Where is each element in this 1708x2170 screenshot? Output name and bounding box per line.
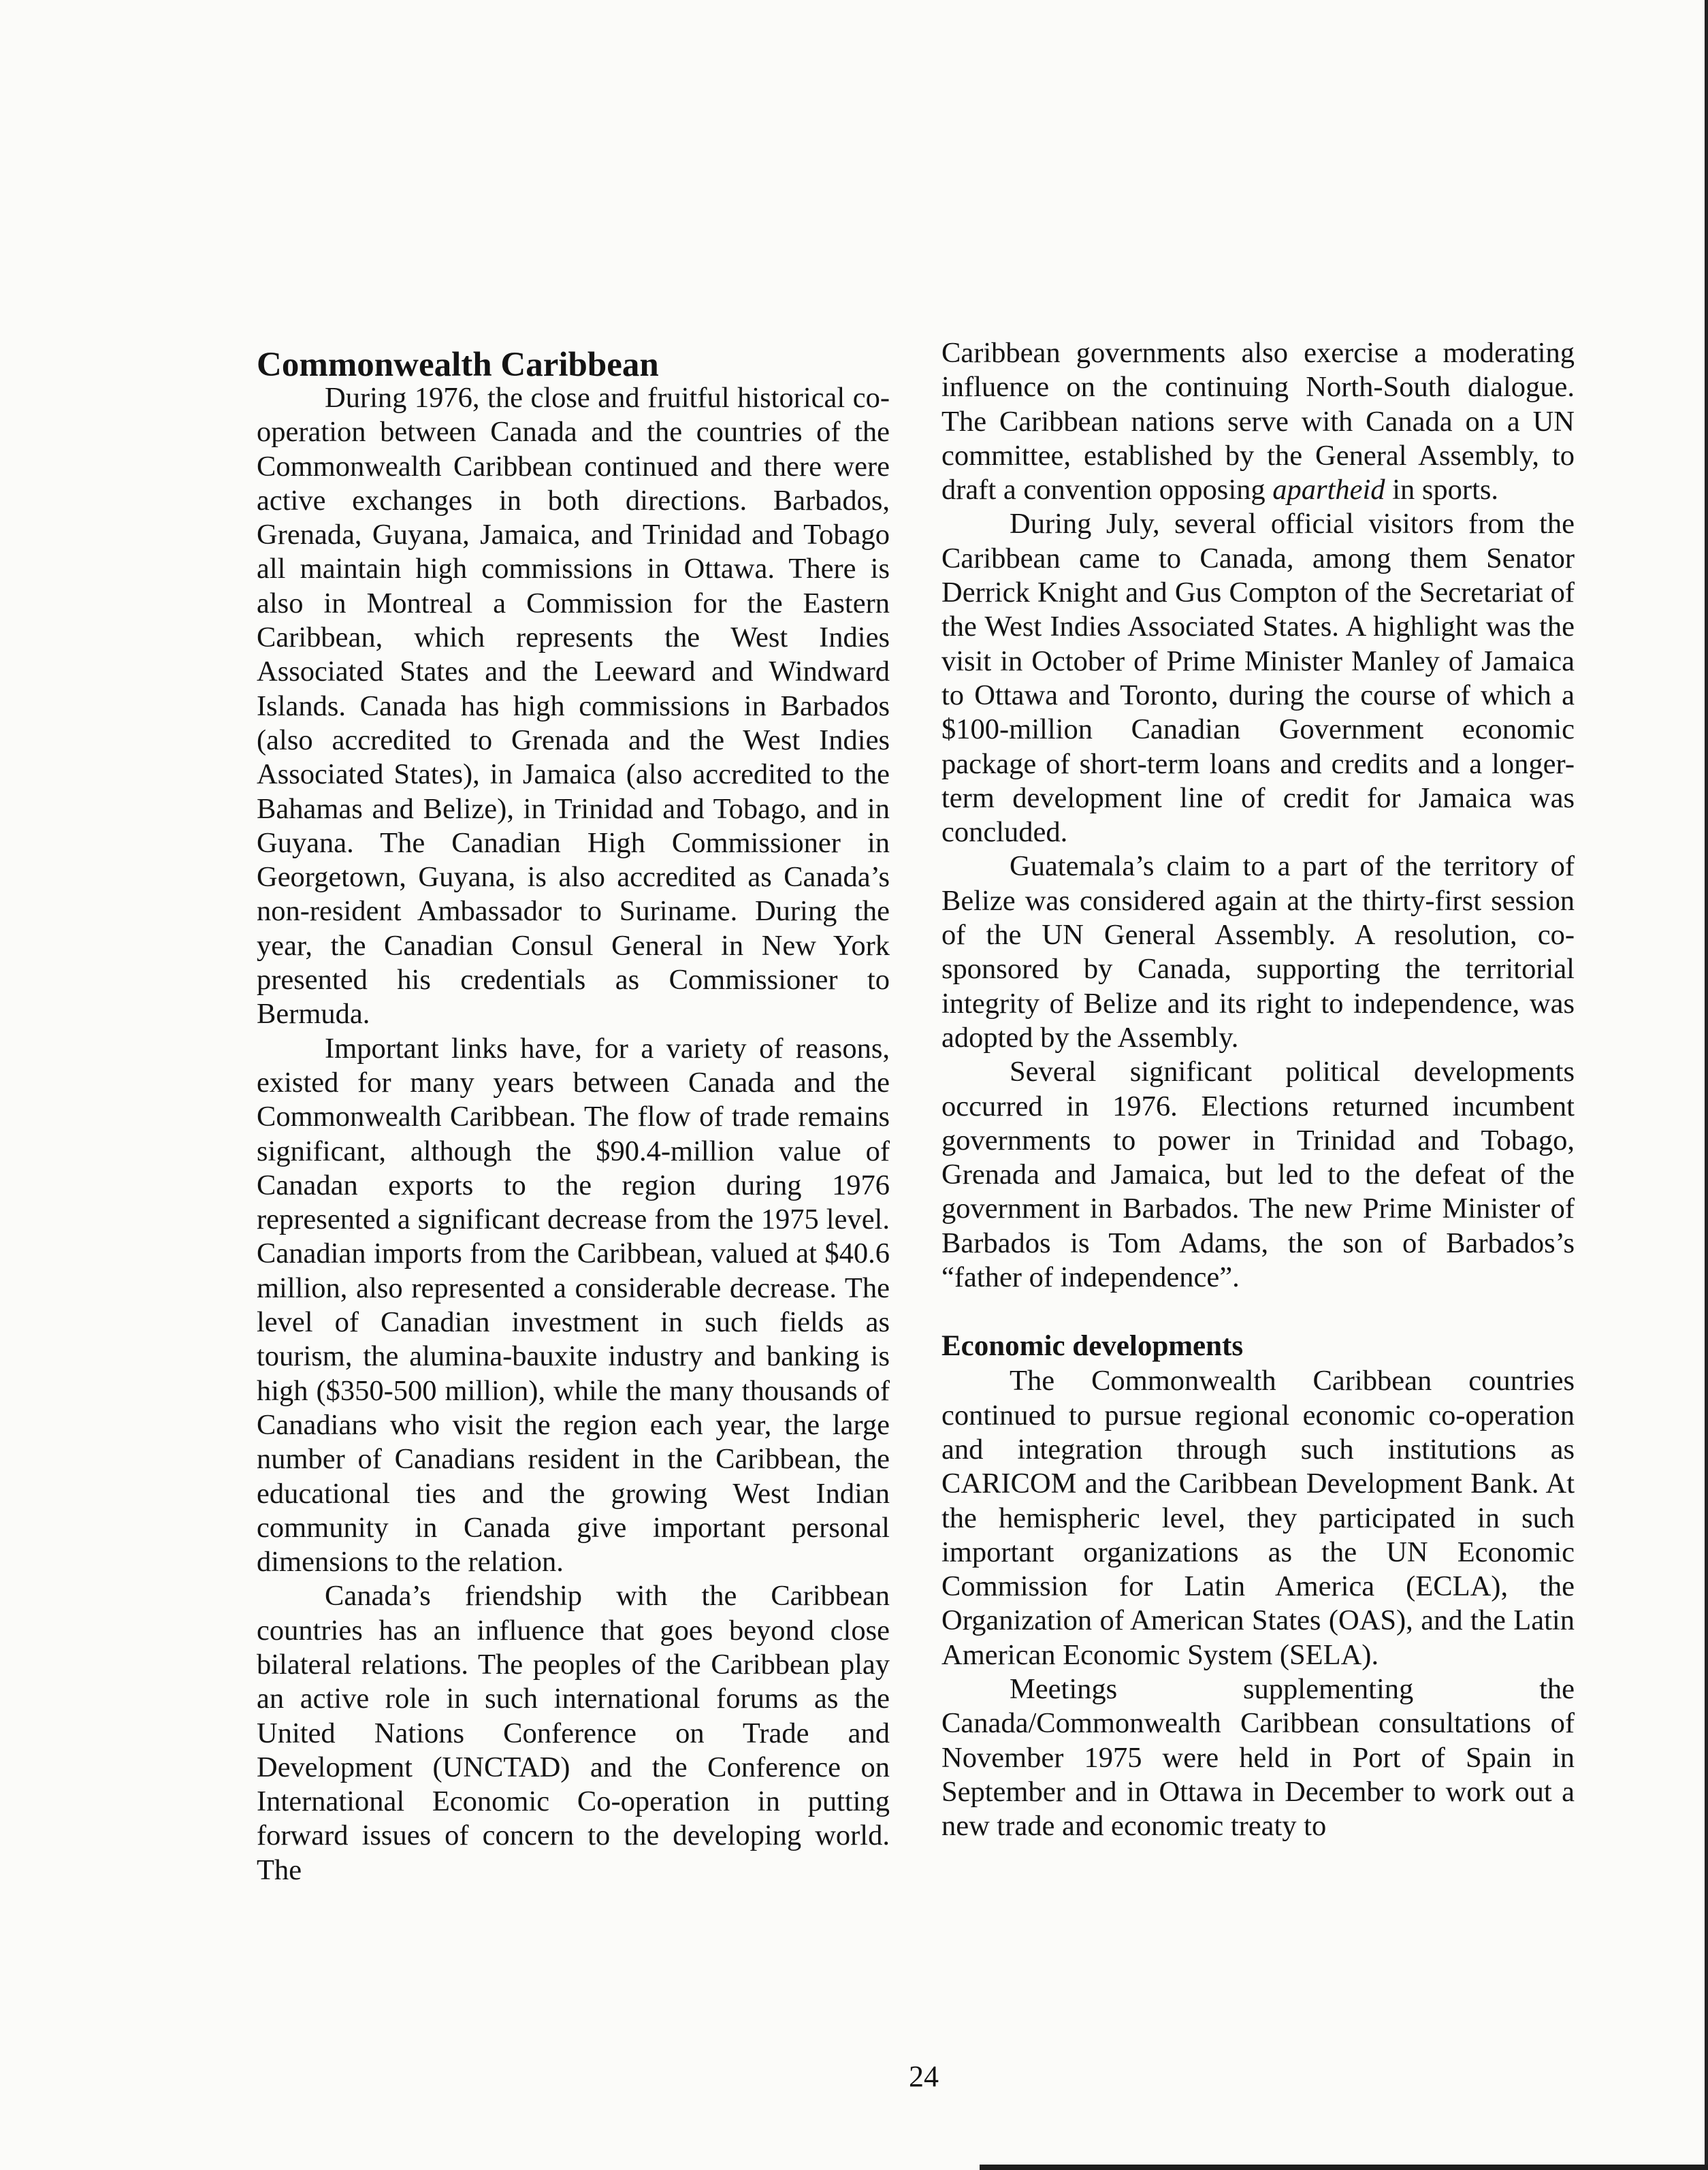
paragraph: Guatemala’s claim to a part of the territory of Belize was considered again at the thirty-first session of the UN General Assembly. A resolution, co-sponsored by Canada, supporting the territorial integrity of Belize and its right to independence, was adopted by the Assembly. [941, 850, 1575, 1054]
section-heading-commonwealth-caribbean: Commonwealth Caribbean [257, 346, 659, 384]
paragraph: Canada’s friendship with the Caribbean countries has an influence that goes beyond close bilateral relations. The peoples of the Caribbean play an active role in such international forums as the United Nations Conference on Trade and Development (UNCTAD) and the Conference on International Economic Co-operation in putting forward issues of concern to the developing world. The [257, 1580, 890, 1886]
paragraph: During 1976, the close and fruitful historical co-operation between Canada and the countries of the Commonwealth Caribbean continued and there were active exchanges in both directions. Barbados, Grenada, Guyana, Jamaica, and Trinidad and Tobago all maintain high commissions in Ottawa. There is also in Montreal a Commission for the Eastern Caribbean, which represents the West Indies Associated States and the Leeward and Windward Islands. Canada has high commissions in Barbados (also accredited to Grenada and the West Indies Associated States), in Jamaica (also accredited to the Bahamas and Belize), in Trinidad and Tobago, and in Guyana. The Canadian High Commissioner in Georgetown, Guyana, is also accredited as Canada’s non-resident Ambassador to Suriname. During the year, the Canadian Consul General in New York presented his credentials as Commissioner to Bermuda. [257, 382, 890, 1031]
left-column [257, 336, 890, 1888]
page-edge-line [1705, 0, 1708, 2170]
text-run: in sports. [1385, 474, 1499, 506]
paragraph-continuation [941, 336, 1575, 507]
paragraph: Meetings supplementing the Canada/Commonwealth Caribbean consultations of November 1975 were held in Port of Spain in September and in Ottawa in December to work out a new trade and economic treaty to [941, 1672, 1575, 1843]
page-bottom-edge [980, 2165, 1708, 2170]
right-column [941, 336, 1575, 1843]
page-number: 24 [909, 2060, 939, 2093]
paragraph: Several significant political developments occurred in 1976. Elections returned incumbent governments to power in Trinidad and Tobago, Grenada and Jamaica, but led to the defeat of the government in Barbados. The new Prime Minister of Barbados is Tom Adams, the son of Barbados’s “father of independence”. [941, 1056, 1575, 1294]
section-heading-economic-developments: Economic developments [941, 1330, 1244, 1363]
paragraph: Important links have, for a variety of reasons, existed for many years between Canada and the Commonwealth Caribbean. The flow of trade remains significant, although the $90.4-million value of Canadan exports to the region during 1976 represented a significant decrease from the 1975 level. Canadian imports from the Caribbean, valued at $40.6 million, also represented a considerable decrease. The level of Canadian investment in such fields as tourism, the alumina-bauxite industry and banking is high ($350-500 million), while the many thousands of Canadians who visit the region each year, the large number of Canadians resident in the Caribbean, the educational ties and the growing West Indian community in Canada give important personal dimensions to the relation. [257, 1032, 890, 1578]
paragraph: The Commonwealth Caribbean countries continued to pursue regional economic co-operation and integration through such institutions as CARICOM and the Caribbean Development Bank. At the hemispheric level, they participated in such important organizations as the UN Economic Commission for Latin America (ECLA), the Organization of American States (OAS), and the Latin American Economic System (SELA). [941, 1365, 1575, 1671]
italic-term: apartheid [1272, 474, 1385, 506]
text-run: Caribbean governments also exercise a moderating influence on the continuing North-South dialogue. The Caribbean nations serve with Canada on a UN committee, established by the General Assembly, to draft a convention opposing [941, 337, 1575, 506]
paragraph: During July, several official visitors from the Caribbean came to Canada, among them Senator Derrick Knight and Gus Compton of the Secretariat of the West Indies Associated States. A highlight was the visit in October of Prime Minister Manley of Jamaica to Ottawa and Toronto, during the course of which a $100-million Canadian Government economic package of short-term loans and credits and a longer-term development line of credit for Jamaica was concluded. [941, 508, 1575, 849]
